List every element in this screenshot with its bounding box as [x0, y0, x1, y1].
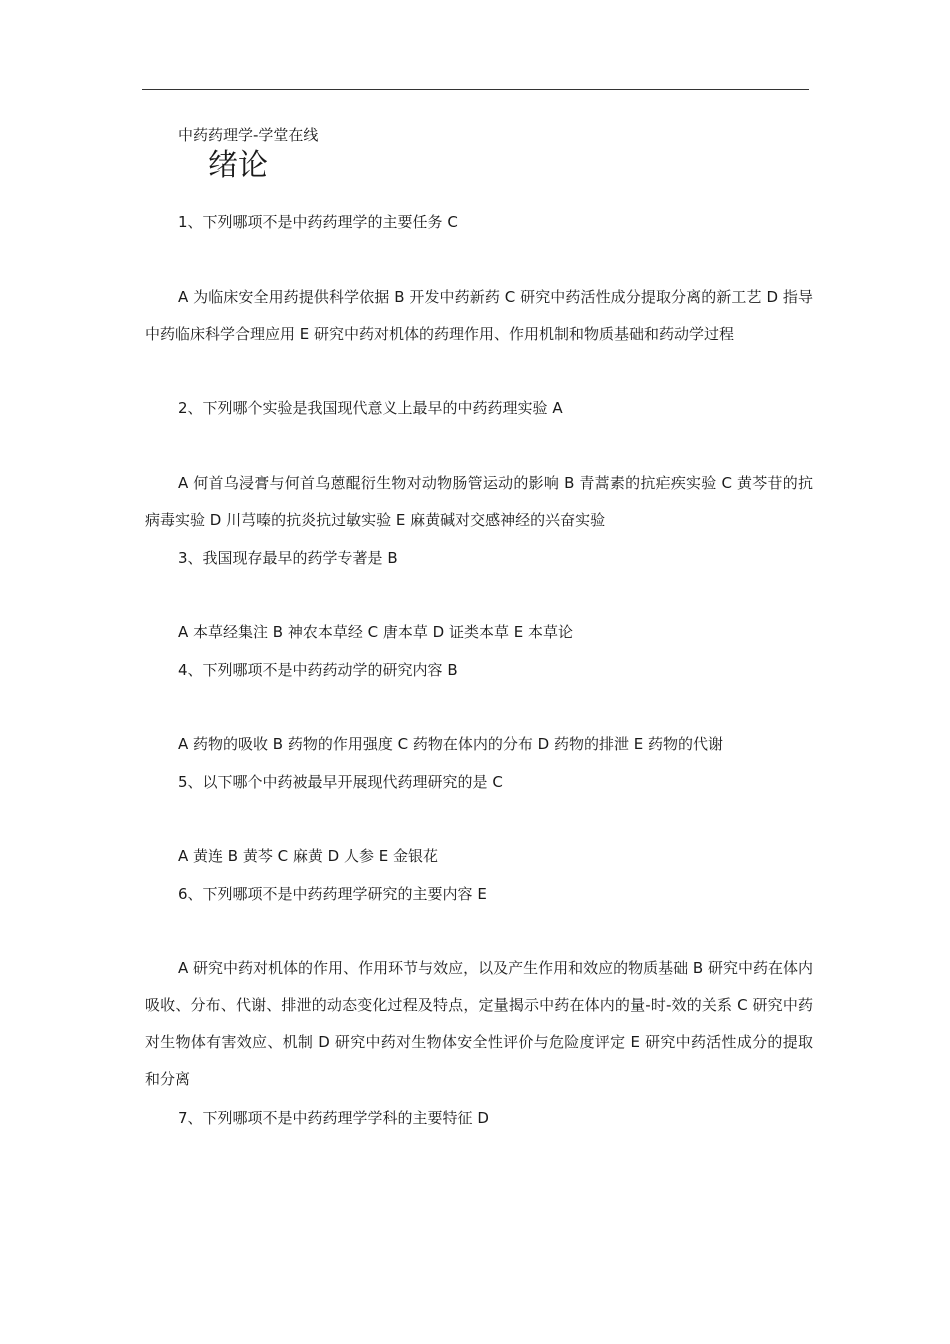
header-rule: [142, 89, 809, 90]
question-options-6: A 研究中药对机体的作用、作用环节与效应，以及产生作用和效应的物质基础 B 研究中药在体内吸收、分布、代谢、排泄的动态变化过程及特点，定量揭示中药在体内的量-时-效的关系 C 研究中药对生物体有害效应、机制 D 研究中药对生物体安全性评价与危险度评定 E 研究中药活性成分的提取和分离: [145, 959, 813, 1088]
question-options-3: A 本草经集注 B 神农本草经 C 唐本草 D 证类本草 E 本草论: [178, 623, 573, 641]
question-options-2: A 何首乌浸膏与何首乌蒽醌衍生物对动物肠管运动的影响 B 青蒿素的抗疟疾实验 C 黄芩苷的抗病毒实验 D 川芎嗪的抗炎抗过敏实验 E 麻黄碱对交感神经的兴奋实验: [145, 474, 813, 529]
question-stem-1: 1、下列哪项不是中药药理学的主要任务 C: [178, 213, 458, 231]
question-stem-5: 5、以下哪个中药被最早开展现代药理研究的是 C: [178, 773, 503, 791]
question-stem-4: 4、下列哪项不是中药药动学的研究内容 B: [178, 661, 458, 679]
question-options-1: A 为临床安全用药提供科学依据 B 开发中药新药 C 研究中药活性成分提取分离的新工艺 D 指导中药临床科学合理应用 E 研究中药对机体的药理作用、作用机制和物质基础和药动学过程: [145, 288, 813, 343]
question-stem-3: 3、我国现存最早的药学专著是 B: [178, 549, 398, 567]
question-options-5: A 黄连 B 黄芩 C 麻黄 D 人参 E 金银花: [178, 847, 438, 865]
question-options-4: A 药物的吸收 B 药物的作用强度 C 药物在体内的分布 D 药物的排泄 E 药物的代谢: [178, 735, 723, 753]
document-title: 中药药理学-学堂在线: [178, 126, 319, 144]
section-heading: 绪论: [208, 148, 268, 183]
question-stem-7: 7、下列哪项不是中药药理学学科的主要特征 D: [178, 1109, 489, 1127]
question-stem-2: 2、下列哪个实验是我国现代意义上最早的中药药理实验 A: [178, 399, 563, 417]
question-stem-6: 6、下列哪项不是中药药理学研究的主要内容 E: [178, 885, 487, 903]
